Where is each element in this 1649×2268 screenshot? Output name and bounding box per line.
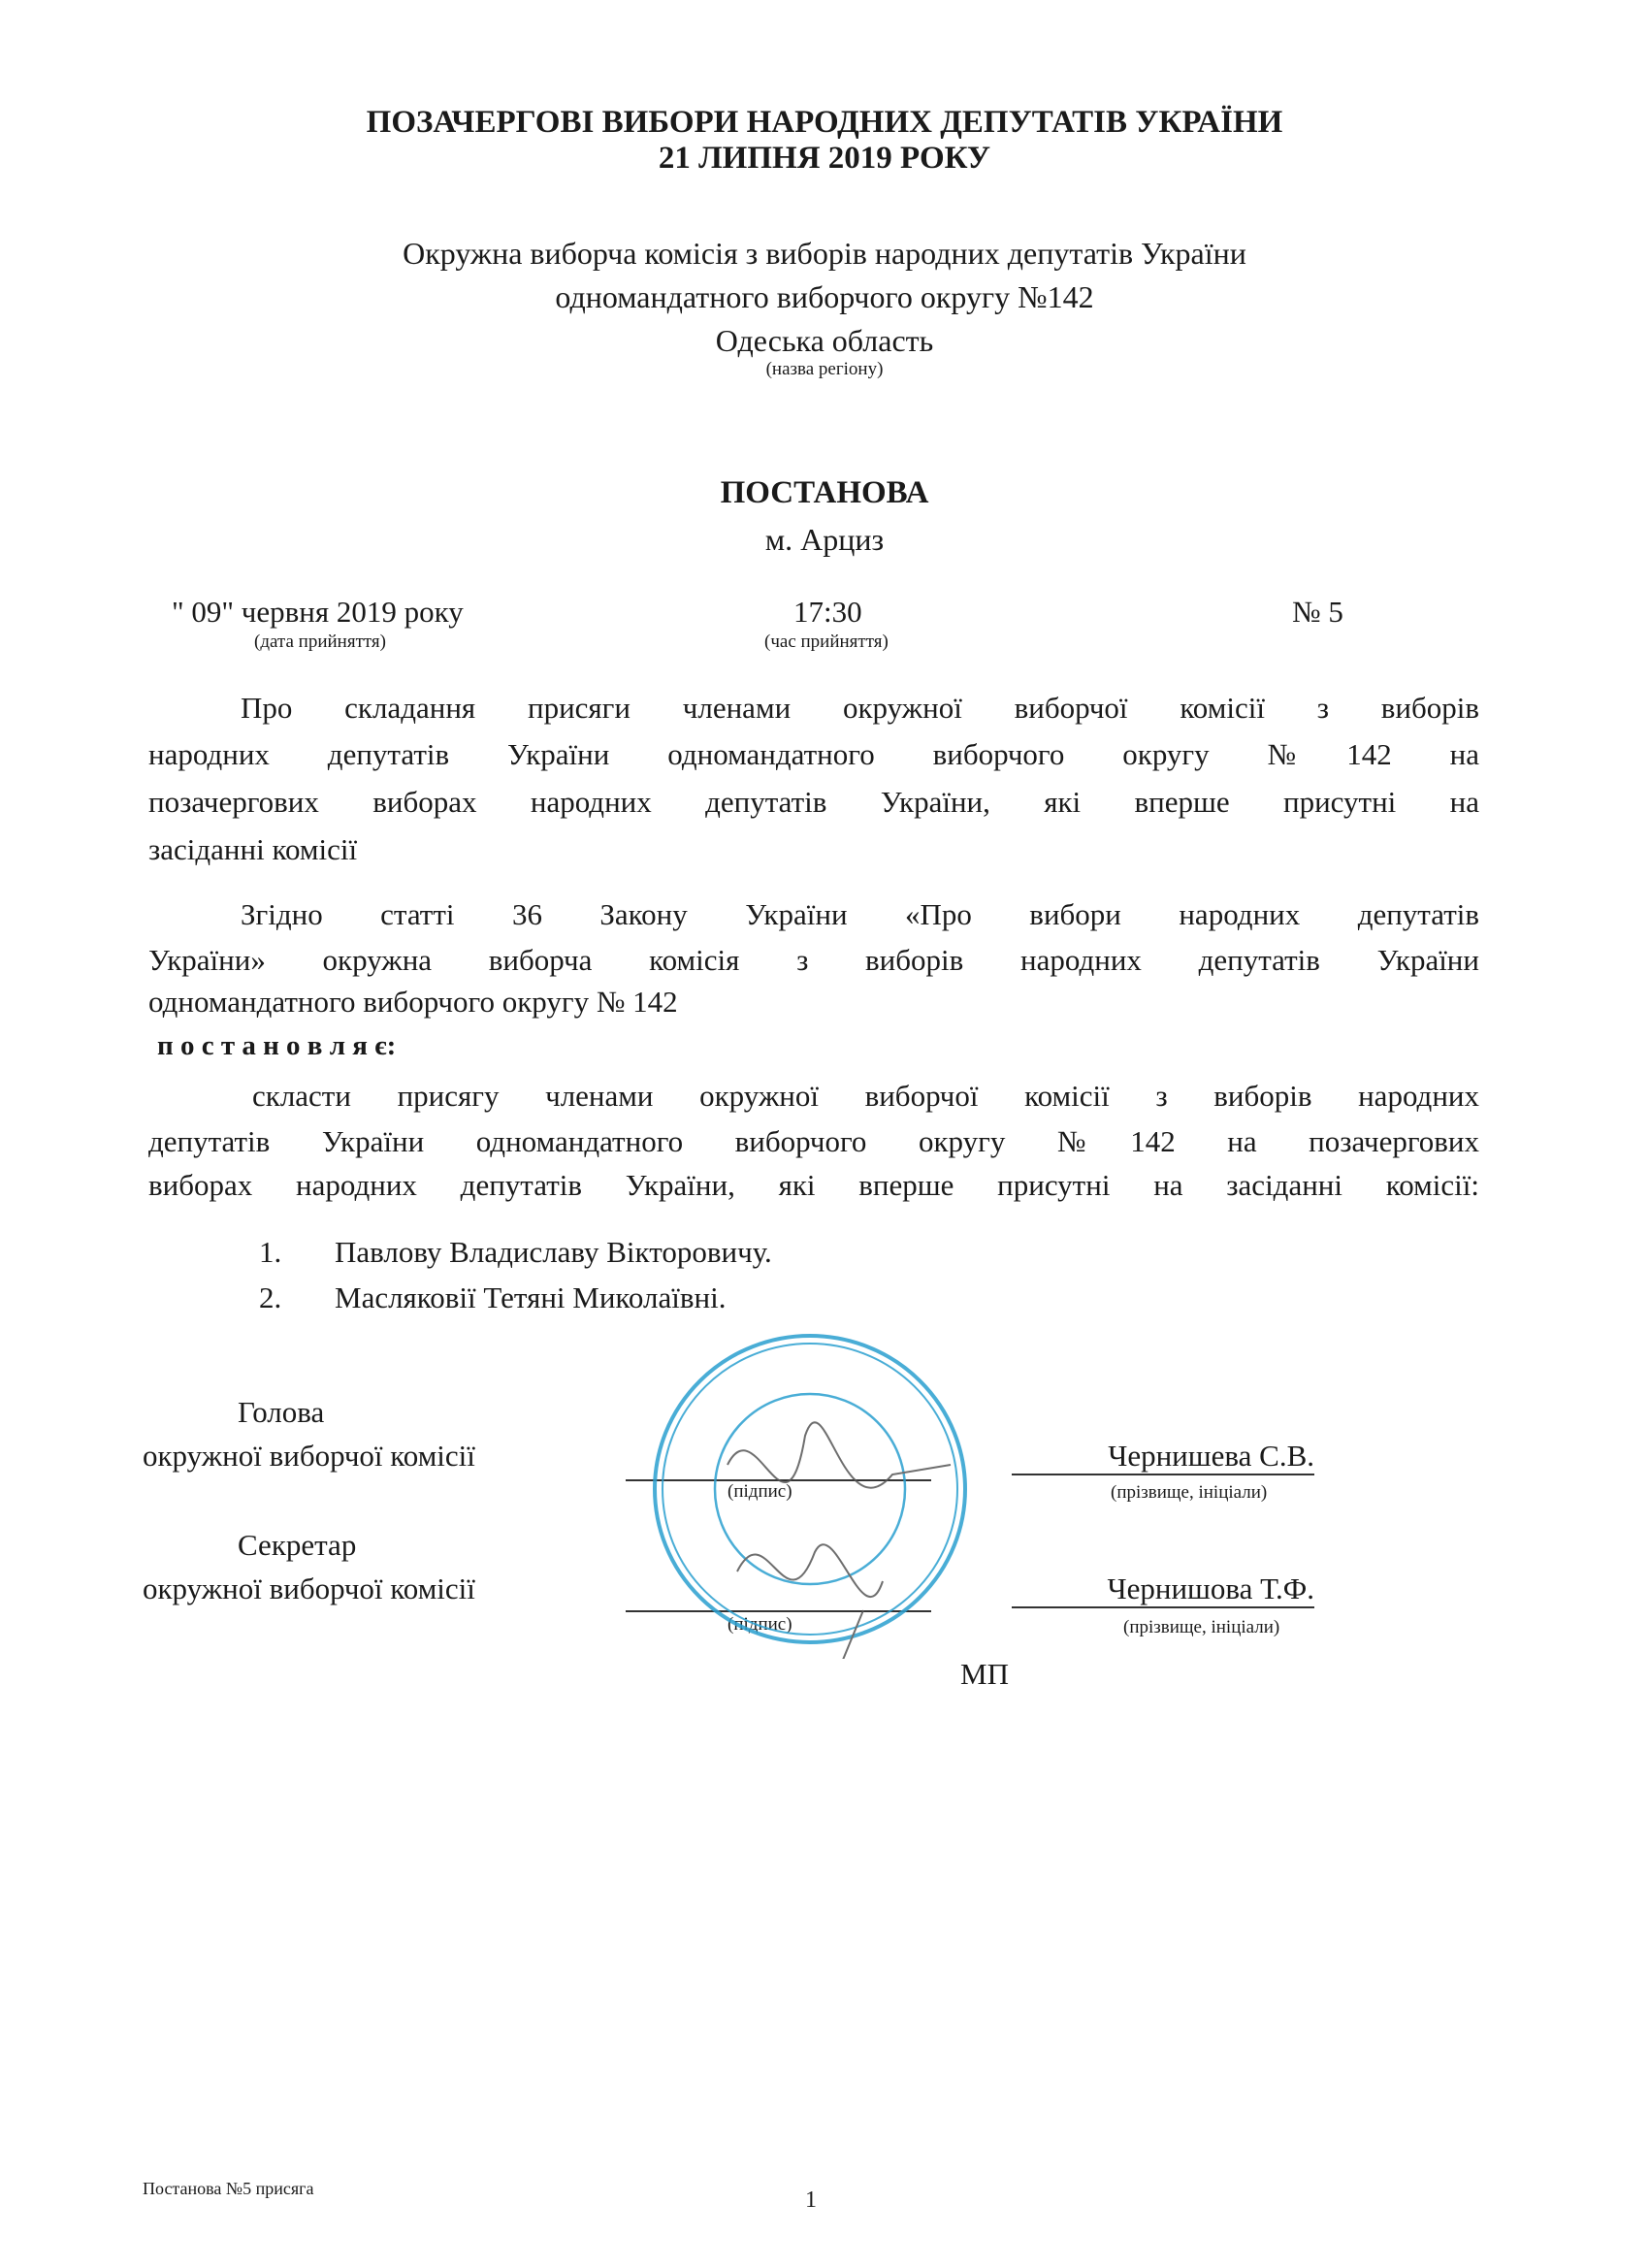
text-line: депутатів України одномандатного виборчого округу №142 на позачергових xyxy=(148,1124,1479,1158)
region: Одеська область xyxy=(715,323,934,358)
stamp-outer-ring xyxy=(655,1336,965,1642)
time-caption: (час прийняття) xyxy=(764,632,889,652)
decree-number: № 5 xyxy=(1292,595,1343,629)
member-name: Павлову Владиславу Вікторовичу. xyxy=(335,1235,772,1269)
date-caption: (дата прийняття) xyxy=(254,632,386,652)
chair-title: Голова xyxy=(238,1395,325,1429)
text-line: скласти присягу членами окружної виборчої комісії з виборів народних xyxy=(252,1079,1479,1113)
list-number: 1. xyxy=(259,1235,282,1269)
commission-district: одномандатного виборчого округу №142 xyxy=(555,279,1094,314)
seal-mark: МП xyxy=(960,1657,1009,1691)
secretary-name: Чернишова Т.Ф. xyxy=(1012,1571,1314,1608)
chair-signature xyxy=(728,1422,951,1487)
chair-org: окружної виборчої комісії xyxy=(143,1439,475,1473)
member-name: Масляковії Тетяні Миколаївні. xyxy=(335,1280,727,1314)
text-line: народних депутатів України одномандатного виборчого округу №142 на xyxy=(148,737,1479,771)
stamp-inner-ring xyxy=(663,1344,957,1635)
commission-name: Окружна виборча комісія з виборів народних депутатів України xyxy=(403,236,1246,271)
page-number: 1 xyxy=(805,2187,817,2213)
decree-time: 17:30 xyxy=(793,595,862,629)
footer-doc-name: Постанова №5 присяга xyxy=(143,2179,314,2198)
signature-caption: (підпис) xyxy=(728,1614,792,1635)
secretary-title: Секретар xyxy=(238,1528,357,1562)
signature-caption: (підпис) xyxy=(728,1481,792,1502)
official-stamp xyxy=(640,1319,980,1659)
decree-date: " 09" червня 2019 року xyxy=(172,595,464,629)
text-line: Про складання присяги членами окружної виборчої комісії з виборів xyxy=(241,691,1479,725)
text-line: позачергових виборах народних депутатів України, які вперше присутні на xyxy=(148,785,1479,819)
chair-name: Чернишева С.В. xyxy=(1012,1439,1314,1475)
text-line: Згідно статті 36 Закону України «Про вибори народних депутатів xyxy=(241,897,1479,931)
region-caption: (назва регіону) xyxy=(765,359,884,379)
decree-city: м. Арциз xyxy=(764,522,885,557)
secretary-org: окружної виборчої комісії xyxy=(143,1571,475,1605)
text-line: виборах народних депутатів України, які вперше присутні на засіданні комісії: xyxy=(148,1168,1479,1202)
election-date-title: 21 ЛИПНЯ 2019 РОКУ xyxy=(658,141,991,176)
election-title: ПОЗАЧЕРГОВІ ВИБОРИ НАРОДНИХ ДЕПУТАТІВ УКРАЇНИ xyxy=(366,105,1283,140)
name-caption: (прізвище, ініціали) xyxy=(1123,1617,1280,1637)
decree-title: ПОСТАНОВА xyxy=(720,475,929,510)
resolves-label: п о с т а н о в л я є: xyxy=(157,1030,397,1061)
text-line: засіданні комісії xyxy=(148,832,358,866)
text-line: України» окружна виборча комісія з виборів народних депутатів України xyxy=(148,943,1479,977)
stamp-center-ring xyxy=(715,1394,905,1584)
name-caption: (прізвище, ініціали) xyxy=(1111,1482,1268,1503)
text-line: одномандатного виборчого округу № 142 xyxy=(148,985,678,1019)
list-number: 2. xyxy=(259,1280,282,1314)
